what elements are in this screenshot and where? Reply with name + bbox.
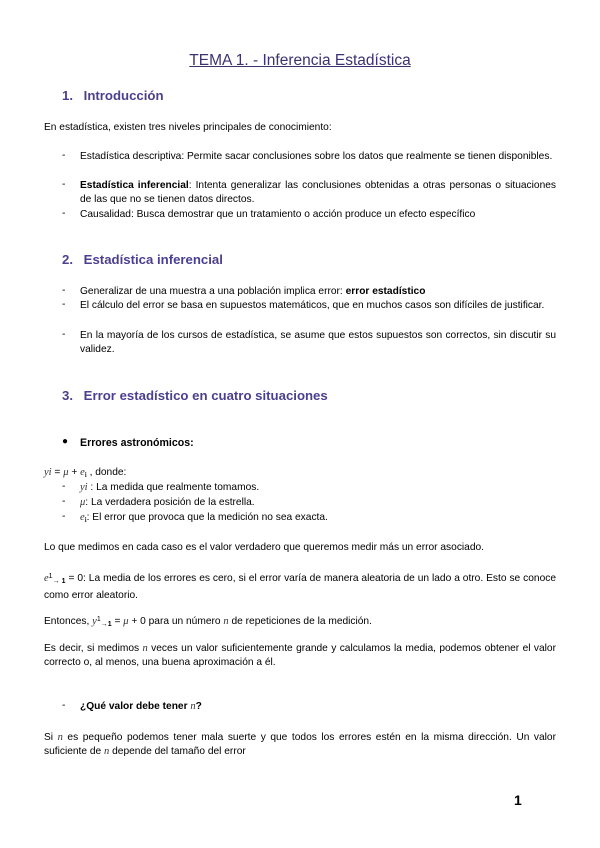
list-dash: - [62,700,66,711]
list-dash: - [62,208,66,219]
list-item: Causalidad: Busca demostrar que un tratamiento o acción produce un efecto específico [80,209,476,220]
paragraph: Si n es pequeño podemos tener mala suerte y que todos los errores estén en la misma dirección. Un valor suficiente de n depende del tamaño del error [44,732,556,757]
list-dash: - [62,481,66,492]
list-item: Estadística descriptiva: Permite sacar conclusiones sobre los datos que realmente se tienen disponibles. [80,151,553,162]
bullet-title: Errores astronómicos: [80,437,194,449]
definition-item: $e_i$: El error que provoca que la medición no sea exacta. [80,512,328,524]
list-dash: - [62,299,66,310]
list-item: Generalizar de una muestra a una población implica error: error estadístico [80,286,426,297]
paragraph: Es decir, si medimos n veces un valor suficientemente grande y calculamos la media, podemos obtener el valor correcto o, al menos, una buena aproximación a él. [44,643,556,668]
section-heading-3: 3. Error estadístico en cuatro situaciones [62,388,328,403]
list-dash: - [62,496,66,507]
paragraph: Entonces, $y^1_{\to 1} = \mu + 0$ para un número n de repeticiones de la medición. [44,616,372,628]
section-heading-2: 2. Estadística inferencial [62,252,223,267]
section-heading-1: 1. Introducción [62,88,164,103]
page-title: TEMA 1. - Inferencia Estadística [189,52,411,69]
list-dash: - [62,179,66,190]
list-item: Estadística inferencial: Intenta generalizar las conclusiones obtenidas a otras personas o situaciones de las que no se tienen datos directos. [80,180,556,205]
list-dash: - [62,329,66,340]
definition-item: μ: La verdadera posición de la estrella. [80,497,255,508]
page-number: 1 [514,792,522,808]
formula-line: yi = $\mu + e_i$ , donde: [44,467,127,479]
list-item: El cálculo del error se basa en supuestos matemáticos, que en muchos casos son difíciles de justificar. [80,300,545,311]
list-dash: - [62,285,66,296]
bullet-icon: ● [62,436,69,447]
paragraph: $e^1_{\to 1} = 0$: La media de los errores es cero, si el error varía de manera aleatoria de un lado a otro. Esto se conoce como error aleatorio. [44,573,556,601]
intro-lead: En estadística, existen tres niveles principales de conocimiento: [44,122,332,133]
list-dash: - [62,150,66,161]
paragraph: Lo que medimos en cada caso es el valor verdadero que queremos medir más un error asociado. [44,542,484,553]
definition-item: yi : La medida que realmente tomamos. [80,482,260,493]
question-item: ¿Qué valor debe tener n? [80,701,202,712]
list-item: En la mayoría de los cursos de estadística, se asume que estos supuestos son correctos, sin discutir su validez. [80,330,556,355]
list-dash: - [62,511,66,522]
